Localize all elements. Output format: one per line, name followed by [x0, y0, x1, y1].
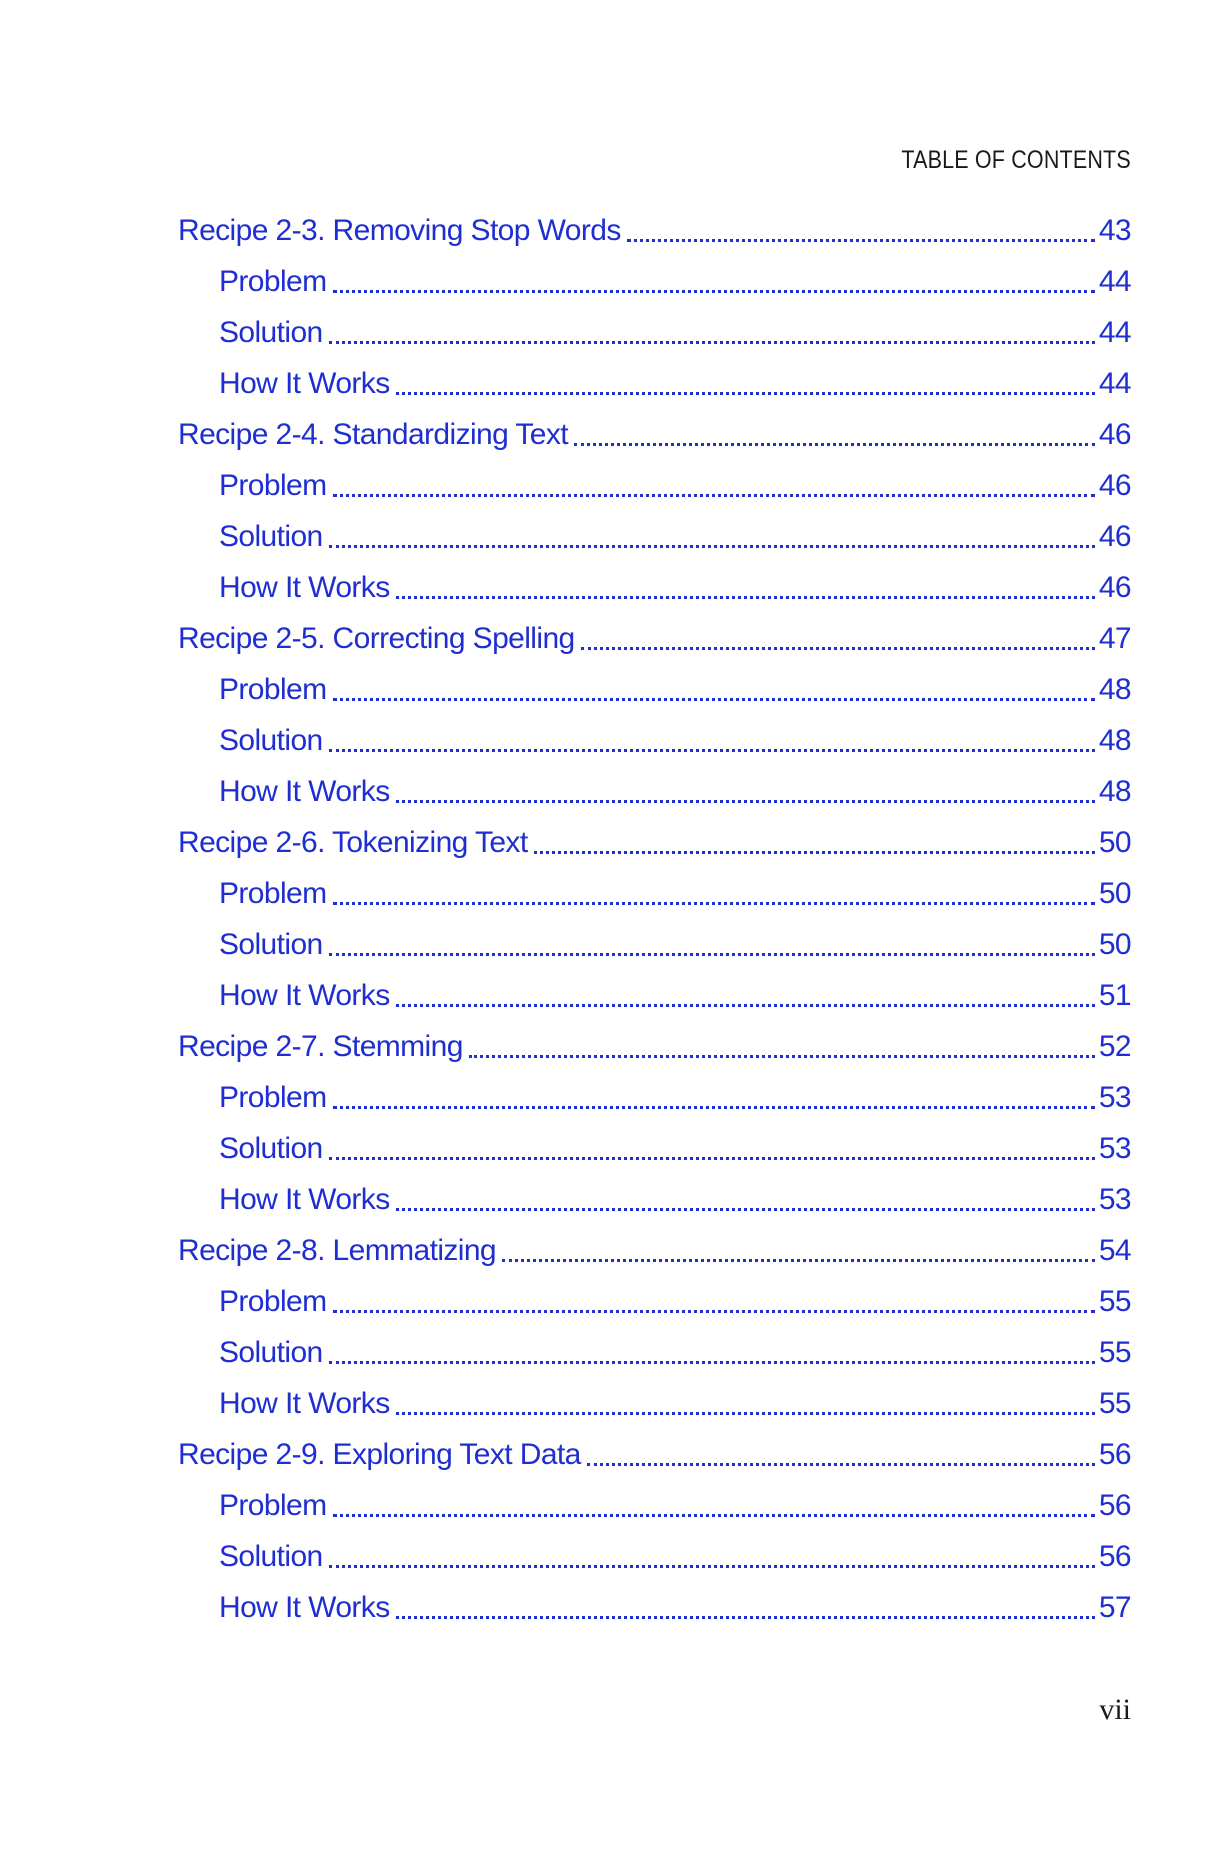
dot-leader: [396, 1592, 1095, 1619]
toc-entry-page: 50: [1098, 876, 1131, 910]
toc-entry-label: Solution: [219, 1539, 323, 1573]
toc-entry-label: Solution: [219, 723, 323, 757]
toc-entry-page: 50: [1098, 927, 1131, 961]
toc-entry-recipe[interactable]: [178, 409, 1131, 460]
toc-entry-label: Recipe 2-7. Stemming: [178, 1029, 463, 1063]
toc-entry-label: Problem: [219, 672, 327, 706]
toc-entry-subsection[interactable]: [178, 715, 1131, 766]
dot-leader: [587, 1439, 1095, 1466]
dot-leader: [329, 1541, 1095, 1568]
dot-leader: [333, 1490, 1095, 1517]
toc-entry-subsection[interactable]: [178, 358, 1131, 409]
toc-entry-label: How It Works: [219, 1386, 390, 1420]
toc-entry-label: How It Works: [219, 774, 390, 808]
toc-entry-page: 44: [1098, 264, 1131, 298]
toc-entry-subsection[interactable]: [178, 1072, 1131, 1123]
toc-entry-label: Recipe 2-6. Tokenizing Text: [178, 825, 528, 859]
toc-entry-label: Problem: [219, 1080, 327, 1114]
dot-leader: [469, 1031, 1095, 1058]
dot-leader: [329, 725, 1095, 752]
dot-leader: [329, 1133, 1095, 1160]
toc-entry-label: How It Works: [219, 978, 390, 1012]
toc-entry-subsection[interactable]: [178, 1276, 1131, 1327]
toc-entry-page: 48: [1098, 672, 1131, 706]
toc-entry-page: 57: [1098, 1590, 1131, 1624]
toc-entry-page: 51: [1098, 978, 1131, 1012]
toc-entry-label: Solution: [219, 315, 323, 349]
toc-entry-subsection[interactable]: [178, 919, 1131, 970]
toc-entry-page: 44: [1098, 366, 1131, 400]
toc-entry-label: Problem: [219, 468, 327, 502]
toc-entry-page: 53: [1098, 1080, 1131, 1114]
dot-leader: [396, 776, 1095, 803]
toc-entry-page: 56: [1098, 1539, 1131, 1573]
toc-entry-subsection[interactable]: [178, 1582, 1131, 1633]
toc-entry-recipe[interactable]: [178, 1225, 1131, 1276]
running-head: TABLE OF CONTENTS: [901, 146, 1131, 174]
toc-entry-subsection[interactable]: [178, 1174, 1131, 1225]
toc-entry-label: Problem: [219, 1488, 327, 1522]
toc-entry-page: 54: [1098, 1233, 1131, 1267]
toc-entry-recipe[interactable]: [178, 817, 1131, 868]
toc-entry-page: 56: [1098, 1437, 1131, 1471]
page-number: vii: [1099, 1693, 1131, 1726]
toc-entry-page: 55: [1098, 1386, 1131, 1420]
dot-leader: [396, 572, 1095, 599]
toc-entry-label: Solution: [219, 927, 323, 961]
toc-entry-subsection[interactable]: [178, 1480, 1131, 1531]
toc-entry-recipe[interactable]: [178, 1429, 1131, 1480]
toc-entry-label: Problem: [219, 876, 327, 910]
toc-entry-label: Recipe 2-4. Standardizing Text: [178, 417, 569, 451]
dot-leader: [333, 1286, 1095, 1313]
toc-entry-subsection[interactable]: [178, 970, 1131, 1021]
toc-entry-subsection[interactable]: [178, 1378, 1131, 1429]
toc-entry-subsection[interactable]: [178, 1327, 1131, 1378]
toc-entry-label: Recipe 2-3. Removing Stop Words: [178, 213, 621, 247]
toc-entry-page: 44: [1098, 315, 1131, 349]
dot-leader: [333, 470, 1095, 497]
toc-entry-subsection[interactable]: [178, 868, 1131, 919]
toc-entry-page: 48: [1098, 723, 1131, 757]
toc-entry-page: 55: [1098, 1284, 1131, 1318]
toc-entry-subsection[interactable]: [178, 562, 1131, 613]
dot-leader: [396, 980, 1095, 1007]
toc-entry-label: Solution: [219, 1335, 323, 1369]
toc-entry-recipe[interactable]: [178, 1021, 1131, 1072]
toc-entry-subsection[interactable]: [178, 460, 1131, 511]
dot-leader: [581, 623, 1095, 650]
dot-leader: [333, 674, 1095, 701]
dot-leader: [329, 1337, 1095, 1364]
dot-leader: [502, 1235, 1095, 1262]
toc-entry-page: 47: [1098, 621, 1131, 655]
toc-entry-recipe[interactable]: [178, 205, 1131, 256]
dot-leader: [329, 929, 1095, 956]
toc-entry-page: 55: [1098, 1335, 1131, 1369]
dot-leader: [396, 368, 1095, 395]
toc-entry-label: How It Works: [219, 1590, 390, 1624]
toc-entry-label: Recipe 2-8. Lemmatizing: [178, 1233, 497, 1267]
toc-entry-page: 53: [1098, 1131, 1131, 1165]
dot-leader: [329, 317, 1095, 344]
toc-entry-label: Problem: [219, 264, 327, 298]
toc-entry-page: 46: [1098, 468, 1131, 502]
toc-entry-label: Solution: [219, 519, 323, 553]
dot-leader: [396, 1184, 1095, 1211]
toc-entry-page: 48: [1098, 774, 1131, 808]
toc-entry-label: Problem: [219, 1284, 327, 1318]
toc-entry-subsection[interactable]: [178, 1531, 1131, 1582]
toc-entry-page: 52: [1098, 1029, 1131, 1063]
dot-leader: [627, 215, 1095, 242]
dot-leader: [333, 878, 1095, 905]
toc-entry-subsection[interactable]: [178, 1123, 1131, 1174]
dot-leader: [396, 1388, 1095, 1415]
toc-entry-page: 46: [1098, 519, 1131, 553]
toc-entry-page: 53: [1098, 1182, 1131, 1216]
dot-leader: [333, 1082, 1095, 1109]
toc-entry-subsection[interactable]: [178, 511, 1131, 562]
toc-entry-page: 50: [1098, 825, 1131, 859]
toc-entry-page: 43: [1098, 213, 1131, 247]
toc-entry-recipe[interactable]: [178, 613, 1131, 664]
toc-entry-label: How It Works: [219, 570, 390, 604]
dot-leader: [329, 521, 1095, 548]
toc-entry-label: How It Works: [219, 366, 390, 400]
toc-entry-label: Recipe 2-9. Exploring Text Data: [178, 1437, 581, 1471]
toc-entry-page: 56: [1098, 1488, 1131, 1522]
toc-entry-subsection[interactable]: [178, 307, 1131, 358]
toc-entry-subsection[interactable]: [178, 664, 1131, 715]
toc-entry-label: Solution: [219, 1131, 323, 1165]
dot-leader: [534, 827, 1095, 854]
toc-entry-page: 46: [1098, 570, 1131, 604]
dot-leader: [333, 266, 1095, 293]
toc-entry-label: How It Works: [219, 1182, 390, 1216]
table-of-contents: [178, 205, 1131, 1633]
toc-entry-subsection[interactable]: [178, 256, 1131, 307]
dot-leader: [574, 419, 1095, 446]
toc-entry-subsection[interactable]: [178, 766, 1131, 817]
toc-entry-page: 46: [1098, 417, 1131, 451]
toc-entry-label: Recipe 2-5. Correcting Spelling: [178, 621, 575, 655]
